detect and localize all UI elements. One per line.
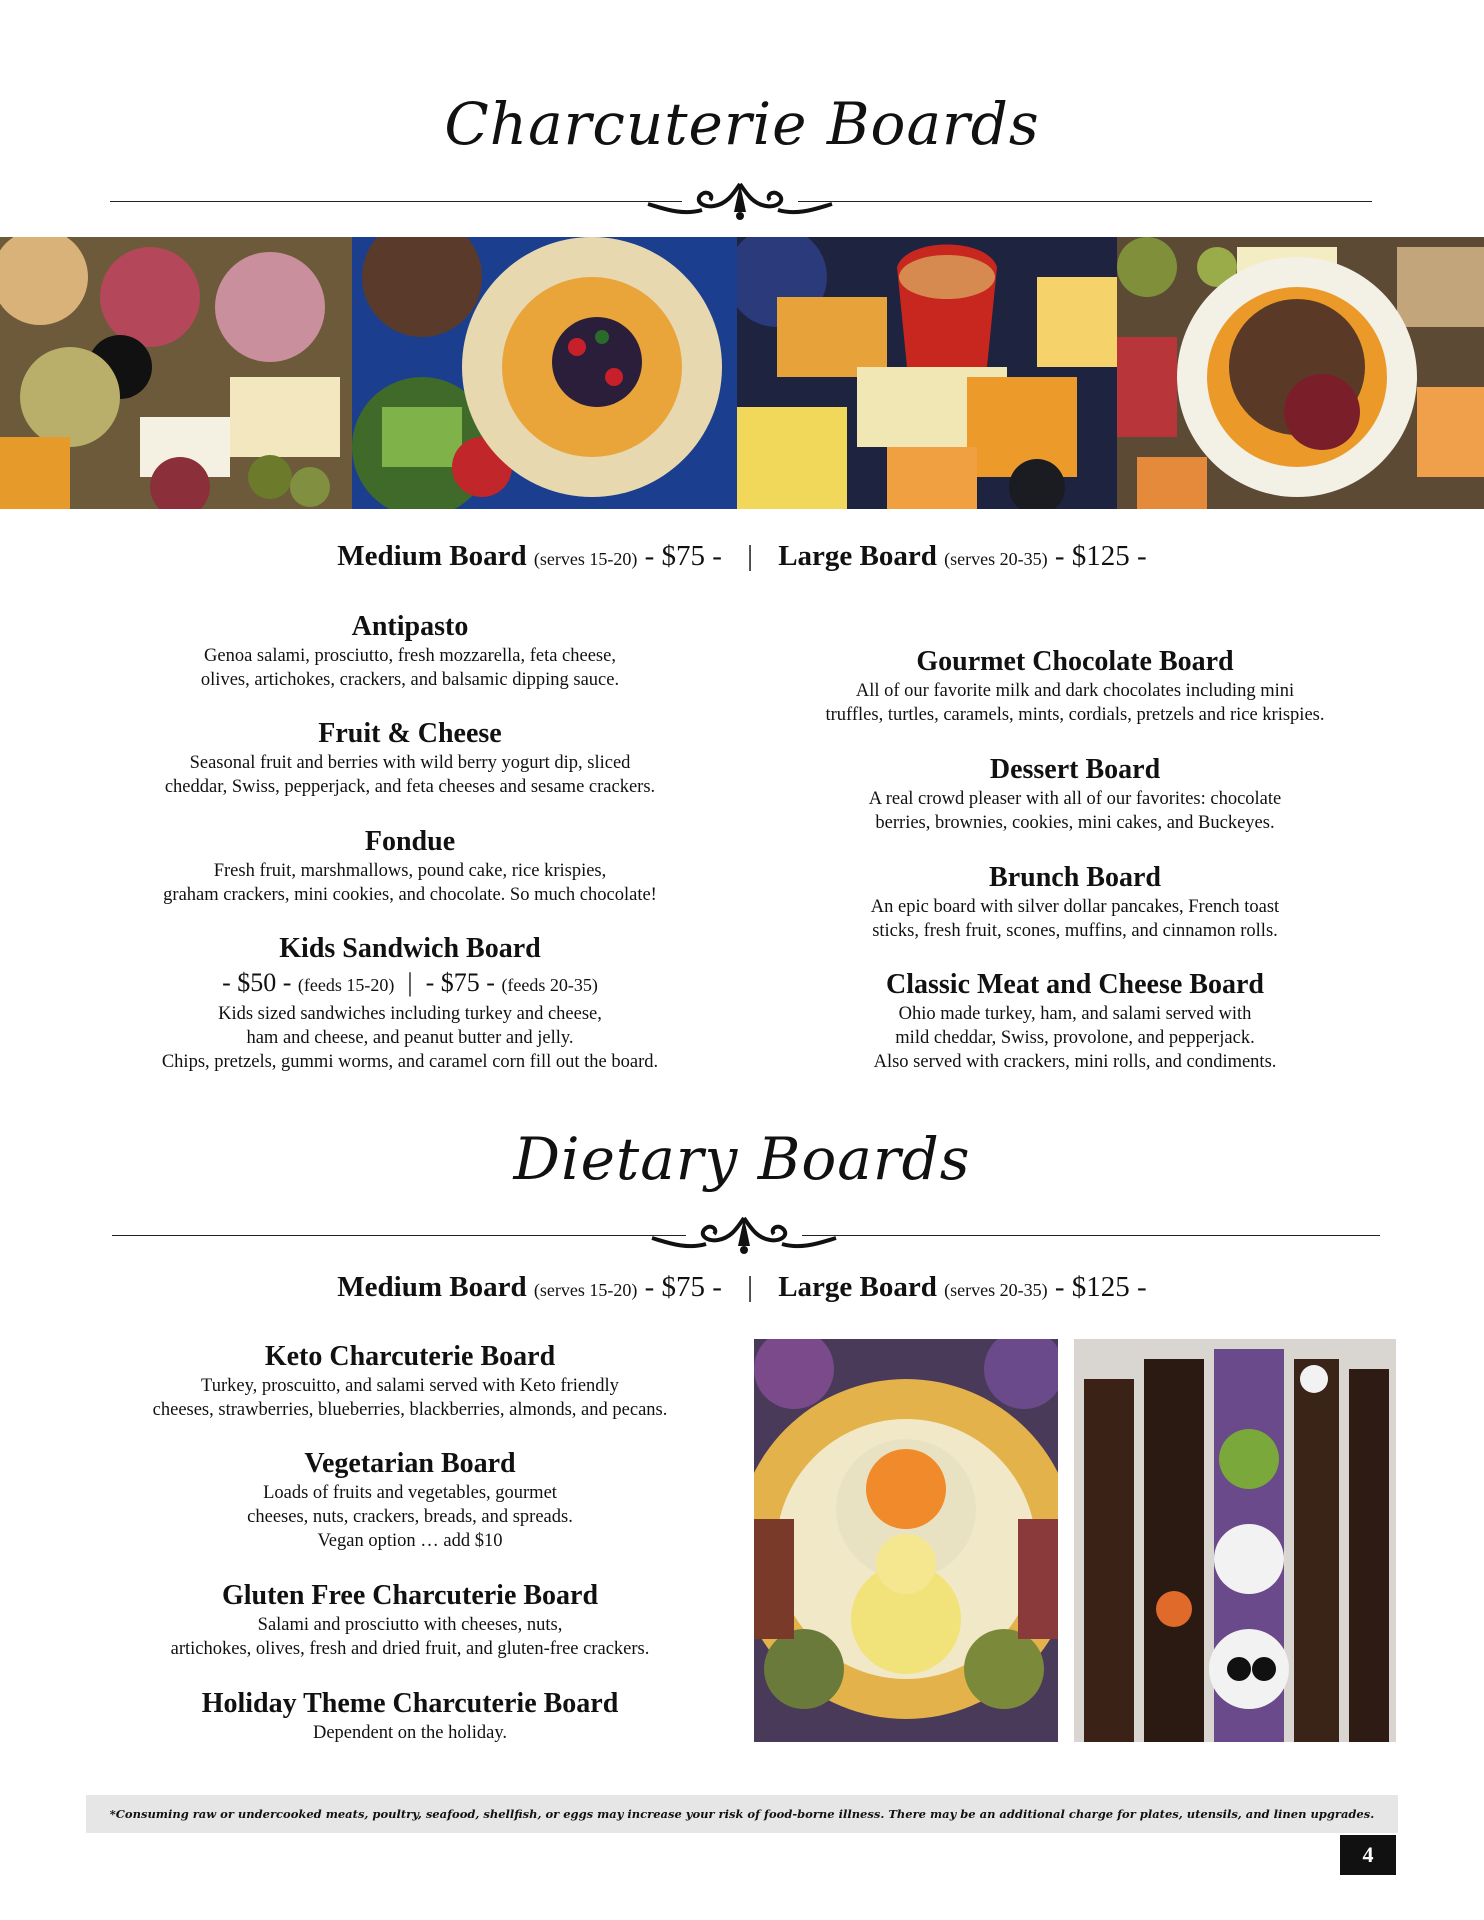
menu-item-description-line: Kids sized sandwiches including turkey and cheese, xyxy=(218,1004,602,1024)
menu-item-description-line: Genoa salami, prosciutto, fresh mozzarella, feta cheese, xyxy=(204,646,616,666)
menu-item-gluten-free-board xyxy=(90,1579,730,1661)
kids-feeds-large: (feeds 20-35) xyxy=(501,975,598,995)
menu-item-classic-meat-cheese-board xyxy=(760,968,1390,1074)
antipasto-board-photo xyxy=(0,237,352,509)
large-board-price: - $125 - xyxy=(1054,540,1147,572)
menu-item-description-line: cheeses, nuts, crackers, breads, and spreads. xyxy=(247,1507,573,1527)
medium-board-label: Medium Board xyxy=(337,540,527,572)
menu-item-description-line: berries, brownies, cookies, mini cakes, and Buckeyes. xyxy=(875,813,1275,833)
large-board-serves: (serves 20-35) xyxy=(944,549,1048,569)
menu-item-name: Holiday Theme Charcuterie Board xyxy=(201,1688,619,1719)
fruit-cheese-board-photo xyxy=(352,237,737,509)
food-safety-disclaimer: *Consuming raw or undercooked meats, poultry, seafood, shellfish, or eggs may increase your risk of food-borne illness. There may be an additional charge for plates, utensils, and linen upgrades. xyxy=(86,1795,1398,1833)
menu-item-description-line: cheeses, strawberries, blueberries, blackberries, almonds, and pecans. xyxy=(152,1400,668,1420)
menu-item-name: Dessert Board xyxy=(989,754,1161,785)
medium-board-serves: (serves 15-20) xyxy=(533,549,638,569)
large-board-label: Large Board xyxy=(778,540,937,572)
board-pricing-line xyxy=(0,1271,1484,1304)
kids-feeds-medium: (feeds 15-20) xyxy=(297,975,395,995)
menu-item-description-line: Also served with crackers, mini rolls, and condiments. xyxy=(873,1052,1277,1072)
menu-item-description-line: An epic board with silver dollar pancakes, French toast xyxy=(870,897,1280,917)
menu-item-description-line: Salami and prosciutto with cheeses, nuts, xyxy=(257,1615,563,1635)
menu-item-description-line: Dependent on the holiday. xyxy=(312,1723,508,1743)
large-board-serves: (serves 20-35) xyxy=(944,1280,1048,1300)
kids-price-separator: | xyxy=(407,968,413,997)
menu-item-kids-sandwich-board xyxy=(90,932,730,1074)
menu-item-description-line: Loads of fruits and vegetables, gourmet xyxy=(263,1483,557,1503)
menu-item-description-line: truffles, turtles, caramels, mints, cordials, pretzels and rice krispies. xyxy=(825,705,1325,725)
large-board-label: Large Board xyxy=(778,1271,937,1303)
menu-item-description-line: olives, artichokes, crackers, and balsamic dipping sauce. xyxy=(200,670,620,690)
medium-board-serves: (serves 15-20) xyxy=(533,1280,638,1300)
kids-price-medium: - $50 - xyxy=(222,968,292,997)
menu-item-fondue xyxy=(100,825,720,907)
flourish-ornament-icon xyxy=(646,1210,842,1260)
flourish-ornament-icon xyxy=(642,176,838,226)
menu-item-name: Antipasto xyxy=(351,611,469,642)
large-board-price: - $125 - xyxy=(1054,1271,1147,1303)
menu-item-name: Fondue xyxy=(364,826,456,857)
menu-item-antipasto xyxy=(100,610,720,692)
menu-item-name: Keto Charcuterie Board xyxy=(264,1341,556,1372)
cheese-dip-board-photo xyxy=(737,237,1117,509)
kids-board-pricing xyxy=(90,968,730,1000)
medium-board-label: Medium Board xyxy=(337,1271,527,1303)
menu-item-description-line: Turkey, proscuitto, and salami served with Keto friendly xyxy=(201,1376,619,1396)
medium-board-price: - $75 - xyxy=(644,1271,722,1303)
menu-item-description-line: Ohio made turkey, ham, and salami served with xyxy=(898,1004,1252,1024)
nut-cheese-board-photo xyxy=(1117,237,1484,509)
menu-item-holiday-theme-board xyxy=(90,1687,730,1745)
menu-item-description-line: cheddar, Swiss, pepperjack, and feta cheeses and sesame crackers. xyxy=(164,777,656,797)
menu-item-name: Gourmet Chocolate Board xyxy=(916,646,1234,677)
chocolate-pretzel-photo xyxy=(1074,1339,1396,1742)
menu-item-gourmet-chocolate-board xyxy=(760,645,1390,727)
menu-item-fruit-cheese xyxy=(100,717,720,799)
turkey-board-photo xyxy=(754,1339,1058,1742)
menu-item-name: Classic Meat and Cheese Board xyxy=(886,969,1264,1000)
medium-board-price: - $75 - xyxy=(644,540,722,572)
menu-item-name: Brunch Board xyxy=(989,862,1161,893)
menu-item-description-line: graham crackers, mini cookies, and chocolate. So much chocolate! xyxy=(163,885,657,905)
price-separator: | xyxy=(747,1271,753,1303)
menu-item-description-line: Fresh fruit, marshmallows, pound cake, rice krispies, xyxy=(213,861,607,881)
dietary-boards-title: Dietary Boards xyxy=(513,1125,971,1193)
menu-item-name: Fruit & Cheese xyxy=(318,718,502,749)
menu-item-description-line: Chips, pretzels, gummi worms, and caramel corn fill out the board. xyxy=(161,1052,659,1072)
menu-item-description-line: A real crowd pleaser with all of our favorites: chocolate xyxy=(868,789,1282,809)
menu-item-description-line: ham and cheese, and peanut butter and jelly. xyxy=(246,1028,574,1048)
charcuterie-boards-title: Charcuterie Boards xyxy=(444,90,1040,158)
menu-item-brunch-board xyxy=(760,861,1390,943)
menu-item-keto-charcuterie-board xyxy=(90,1340,730,1422)
menu-item-description-line: All of our favorite milk and dark chocolates including mini xyxy=(855,681,1295,701)
menu-item-description-line: mild cheddar, Swiss, provolone, and pepperjack. xyxy=(895,1028,1255,1048)
menu-item-description-line: artichokes, olives, fresh and dried fruit, and gluten-free crackers. xyxy=(170,1639,650,1659)
menu-item-name: Kids Sandwich Board xyxy=(279,933,541,964)
page-number: 4 xyxy=(1340,1835,1396,1875)
price-separator: | xyxy=(747,540,753,572)
kids-price-large: - $75 - xyxy=(425,968,495,997)
menu-item-dessert-board xyxy=(760,753,1390,835)
menu-item-description-line: Vegan option … add $10 xyxy=(317,1531,503,1551)
menu-item-description-line: Seasonal fruit and berries with wild berry yogurt dip, sliced xyxy=(189,753,631,773)
menu-item-name: Vegetarian Board xyxy=(304,1448,516,1479)
menu-item-vegetarian-board xyxy=(90,1447,730,1553)
menu-item-name: Gluten Free Charcuterie Board xyxy=(221,1580,599,1611)
board-pricing-line xyxy=(0,540,1484,573)
menu-item-description-line: sticks, fresh fruit, scones, muffins, and cinnamon rolls. xyxy=(872,921,1278,941)
